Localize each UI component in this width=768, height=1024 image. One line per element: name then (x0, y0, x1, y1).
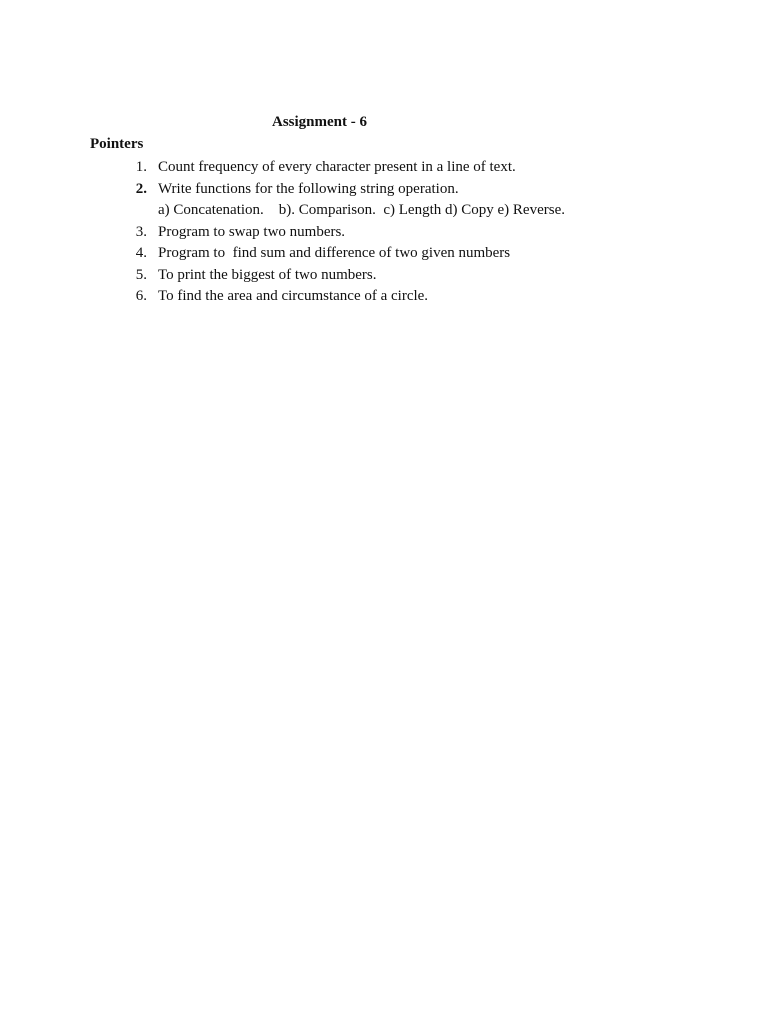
section-heading: Pointers (90, 136, 144, 152)
list-item-number: 5. (135, 266, 147, 283)
list-item-text: Program to find sum and difference of two given numbers (158, 245, 511, 261)
list-item (0, 180, 768, 202)
list-item (0, 266, 768, 288)
list-item-text: To print the biggest of two numbers. (158, 266, 377, 283)
list-item (0, 287, 768, 309)
list-item (0, 158, 768, 180)
list-item-text: To find the area and circumstance of a circle. (158, 288, 429, 304)
list-item-text: Count frequency of every character present in a line of text. (158, 159, 516, 175)
list-item (0, 244, 768, 266)
list-item-number: 6. (135, 288, 147, 304)
list-item (0, 223, 768, 245)
list-item-subtext: a) Concatenation. b). Comparison. c) Length d) Copy e) Reverse. (158, 202, 565, 218)
list-item-text: Program to swap two numbers. (158, 223, 346, 240)
list-item-number: 3. (135, 223, 147, 240)
list-item-text: Write functions for the following string operation. (158, 180, 459, 197)
list-item-number: 2. (135, 180, 147, 197)
assignment-title: Assignment - 6 (272, 114, 368, 130)
list-item-number: 1. (135, 159, 147, 175)
list-item-number: 4. (135, 245, 147, 261)
assignment-list (0, 158, 768, 309)
list-item-continuation (0, 201, 768, 223)
